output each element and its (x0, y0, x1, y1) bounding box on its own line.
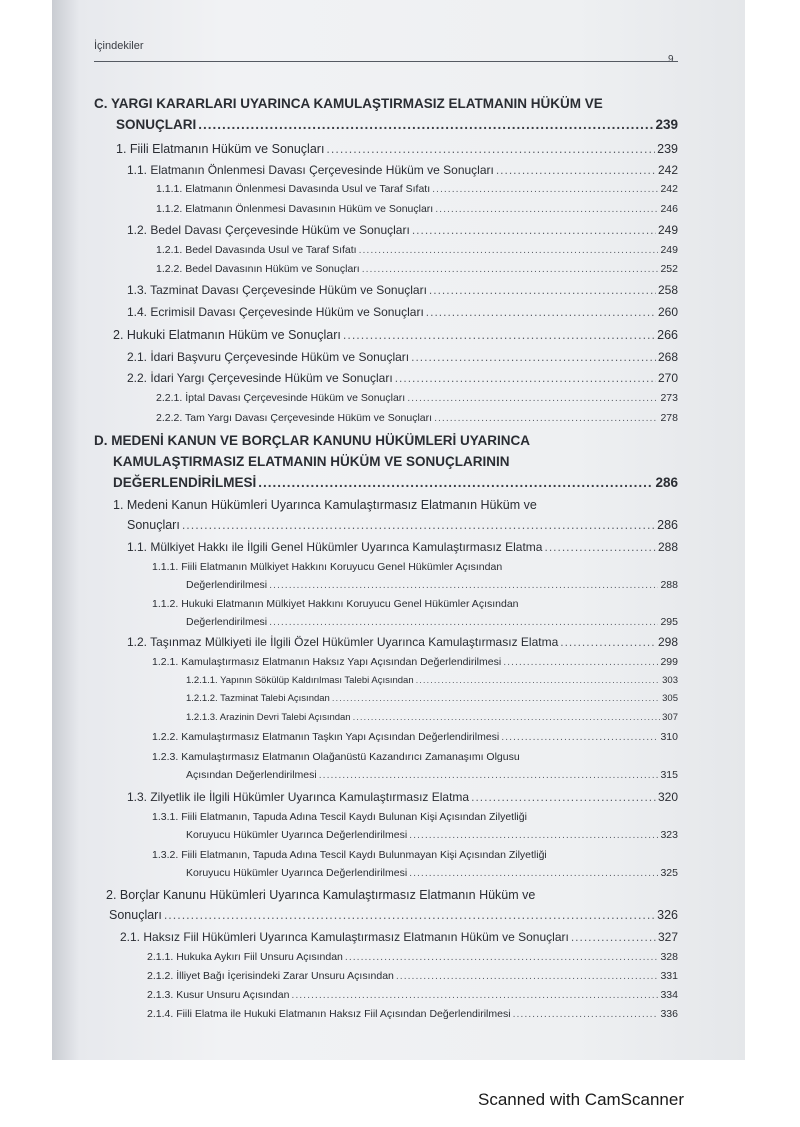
toc-entry-page: 331 (660, 970, 678, 982)
section-c-title: C. YARGI KARARLARI UYARINCA KAMULAŞTIRMASIZ ELATMANIN HÜKÜM VE (94, 96, 603, 111)
toc-entry-label-cont: Koruyucu Hükümler Uyarınca Değerlendirilmesi (186, 867, 408, 879)
leader-dots (503, 656, 658, 668)
toc-entry-page: 299 (660, 656, 678, 668)
leader-dots (319, 769, 659, 781)
toc-entry-label: 2.2. İdari Yargı Çerçevesinde Hüküm ve Sonuçları (127, 371, 393, 385)
leader-dots (396, 970, 659, 982)
section-d-page: 286 (655, 475, 678, 490)
toc-entry (186, 712, 678, 723)
toc-entry-label-cont: Koruyucu Hükümler Uyarınca Değerlendirilmesi (186, 829, 408, 841)
toc-entry-page: 295 (660, 616, 678, 628)
toc-entry-page: 246 (660, 203, 678, 215)
toc-entry (116, 142, 678, 156)
toc-entry-label: 1.1. Elatmanın Önlenmesi Davası Çerçevesinde Hüküm ve Sonuçları (127, 163, 494, 177)
toc-entry (156, 263, 678, 275)
toc-entry-page: 307 (662, 712, 678, 723)
toc-entry-label: 2.2.2. Tam Yargı Davası Çerçevesinde Hüküm ve Sonuçları (156, 412, 433, 424)
toc-entry (127, 283, 678, 297)
toc-entry-page: 305 (662, 693, 678, 704)
toc-entry-label: 1.2.1.2. Tazminat Talebi Açısından (186, 693, 330, 704)
toc-entry (156, 412, 678, 424)
toc-entry-label-cont: Değerlendirilmesi (186, 579, 268, 591)
leader-dots (501, 731, 658, 743)
header-title: İçindekiler (94, 40, 144, 52)
section-c-page: 239 (655, 117, 678, 132)
toc-entry-label: 1.2.3. Kamulaştırmasız Elatmanın Olağanüstü Kazandırıcı Zamanaşımı Olgusu (152, 751, 520, 763)
leader-dots (471, 790, 656, 804)
toc-entry-label: 1. Medeni Kanun Hükümleri Uyarınca Kamulaştırmasız Elatmanın Hüküm ve (113, 498, 537, 512)
toc-entry-page: 242 (660, 183, 678, 195)
toc-entry (186, 829, 678, 841)
toc-entry (127, 635, 678, 649)
toc-entry-label: 2.1.2. İlliyet Bağı İçerisindeki Zarar Unsuru Açısından (147, 970, 394, 982)
leader-dots (291, 989, 658, 1001)
leader-dots (496, 163, 656, 177)
toc-entry (156, 203, 678, 215)
toc-entry (109, 908, 678, 922)
toc-entry-label: 1.2.1. Bedel Davasında Usul ve Taraf Sıfatı (156, 244, 357, 256)
toc-entry-label: 1.1.2. Hukuki Elatmanın Mülkiyet Hakkını Koruyucu Genel Hükümler Açısından (152, 598, 519, 610)
toc-entry-label: 1.1.1. Fiili Elatmanın Mülkiyet Hakkını Koruyucu Genel Hükümler Açısından (152, 561, 503, 573)
toc-entry (127, 223, 678, 237)
toc-entry-label: 1.2.1.3. Arazinin Devri Talebi Açısından (186, 712, 351, 723)
toc-entry-label: 1.2. Bedel Davası Çerçevesinde Hüküm ve Sonuçları (127, 223, 410, 237)
leader-dots (269, 616, 658, 628)
leader-dots (426, 305, 656, 319)
section-d-title-cont: KAMULAŞTIRMASIZ ELATMANIN HÜKÜM VE SONUÇLARININ (113, 454, 510, 469)
leader-dots (544, 540, 655, 554)
toc-entry-label-cont: Sonuçları (127, 518, 180, 532)
toc-entry (127, 305, 678, 319)
toc-entry-page: 320 (657, 790, 678, 804)
toc-entry-page: 336 (660, 1008, 678, 1020)
toc-entry (152, 731, 678, 743)
leader-dots (395, 371, 656, 385)
toc-entry-page: 286 (657, 518, 678, 532)
toc-entry-page: 327 (657, 930, 678, 944)
toc-entry (156, 183, 678, 195)
toc-entry-label-cont: Değerlendirilmesi (186, 616, 268, 628)
toc-entry-label: 2.1. İdari Başvuru Çerçevesinde Hüküm ve Sonuçları (127, 350, 410, 364)
toc-entry-page: 242 (657, 163, 678, 177)
page-number: 9 (668, 54, 674, 65)
toc-entry-page: 298 (657, 635, 678, 649)
toc-entry-page: 334 (660, 989, 678, 1001)
toc-entry-label: 1.1.2. Elatmanın Önlenmesi Davasının Hüküm ve Sonuçları (156, 203, 434, 215)
leader-dots (353, 712, 661, 723)
toc-entry-page: 260 (657, 305, 678, 319)
leader-dots (164, 908, 655, 922)
toc-entry-label: 1.2.2. Bedel Davasının Hüküm ve Sonuçları (156, 263, 360, 275)
toc-entry-label: 1.1. Mülkiyet Hakkı ile İlgili Genel Hükümler Uyarınca Kamulaştırmasız Elatma (127, 540, 543, 554)
toc-entry-page: 326 (657, 908, 678, 922)
leader-dots (409, 829, 658, 841)
toc-entry (147, 970, 678, 982)
toc-entry-label: 1.2. Taşınmaz Mülkiyeti ile İlgili Özel Hükümler Uyarınca Kamulaştırmasız Elatma (127, 635, 559, 649)
section-d-row (113, 475, 678, 490)
toc-entry-page: 310 (660, 731, 678, 743)
toc-entry (147, 951, 678, 963)
toc-entry (127, 371, 678, 385)
toc-entry-page: 288 (660, 579, 678, 591)
toc-entry-label: 2.1.3. Kusur Unsuru Açısından (147, 989, 290, 1001)
leader-dots (362, 263, 659, 275)
toc-entry-page: 323 (660, 829, 678, 841)
toc-entry-page: 315 (660, 769, 678, 781)
toc-entry (186, 693, 678, 704)
section-d-title: D. MEDENİ KANUN VE BORÇLAR KANUNU HÜKÜMLERİ UYARINCA (94, 433, 531, 448)
leader-dots (435, 203, 658, 215)
toc-entry (186, 867, 678, 879)
scanner-credit: Scanned with CamScanner (478, 1090, 685, 1109)
toc-entry-page: 249 (657, 223, 678, 237)
toc-entry-label-cont: Açısından Değerlendirilmesi (186, 769, 317, 781)
leader-dots (182, 518, 655, 532)
leader-dots (198, 117, 653, 132)
leader-dots (416, 675, 661, 686)
leader-dots (429, 283, 656, 297)
toc-entry-page: 328 (660, 951, 678, 963)
toc-entry (127, 518, 678, 532)
toc-entry (127, 790, 678, 804)
toc-entry (186, 579, 678, 591)
toc-entry (127, 350, 678, 364)
toc-entry-label: 1.2.1. Kamulaştırmasız Elatmanın Haksız Yapı Açısından Değerlendirilmesi (152, 656, 502, 668)
leader-dots (409, 867, 658, 879)
toc-entry-page: 249 (660, 244, 678, 256)
toc-entry-page: 266 (657, 328, 678, 342)
toc-entry-page: 278 (660, 412, 678, 424)
section-c-row (116, 117, 678, 132)
toc-entry-page: 268 (657, 350, 678, 364)
toc-entry-page: 270 (657, 371, 678, 385)
leader-dots (560, 635, 656, 649)
toc-entry-label: 1.3.1. Fiili Elatmanın, Tapuda Adına Tescil Kaydı Bulunan Kişi Açısından Zilyetliği (152, 811, 527, 823)
leader-dots (571, 930, 656, 944)
leader-dots (332, 693, 660, 704)
leader-dots (326, 142, 655, 156)
leader-dots (412, 223, 656, 237)
toc-entry-label: 1.3. Zilyetlik ile İlgili Hükümler Uyarınca Kamulaştırmasız Elatma (127, 790, 470, 804)
toc-entry-label: 1.2.1.1. Yapının Sökülüp Kaldırılması Talebi Açısından (186, 675, 414, 686)
toc-entry (147, 989, 678, 1001)
toc-entry (120, 930, 678, 944)
leader-dots (407, 392, 658, 404)
toc-entry-label: 1.1.1. Elatmanın Önlenmesi Davasında Usul ve Taraf Sıfatı (156, 183, 431, 195)
toc-entry-label: 1.3.2. Fiili Elatmanın, Tapuda Adına Tescil Kaydı Bulunmayan Kişi Açısından Zilyetliği (152, 849, 547, 861)
leader-dots (343, 328, 655, 342)
toc-entry-page: 273 (660, 392, 678, 404)
toc-entry (186, 675, 678, 686)
toc-entry-page: 325 (660, 867, 678, 879)
leader-dots (513, 1008, 659, 1020)
toc-entry-label: 2. Borçlar Kanunu Hükümleri Uyarınca Kamulaştırmasız Elatmanın Hüküm ve (106, 888, 536, 902)
leader-dots (432, 183, 658, 195)
toc-entry-label: 1. Fiili Elatmanın Hüküm ve Sonuçları (116, 142, 325, 156)
toc-entry (113, 328, 678, 342)
toc-entry-label: 2.1. Haksız Fiil Hükümleri Uyarınca Kamulaştırmasız Elatmanın Hüküm ve Sonuçları (120, 930, 569, 944)
toc-entry-label: 2. Hukuki Elatmanın Hüküm ve Sonuçları (113, 328, 341, 342)
toc-entry (156, 392, 678, 404)
toc-entry-page: 252 (660, 263, 678, 275)
toc-entry-label-cont: Sonuçları (109, 908, 162, 922)
toc-entry-label: 1.4. Ecrimisil Davası Çerçevesinde Hüküm ve Sonuçları (127, 305, 424, 319)
leader-dots (345, 951, 659, 963)
toc-entry-page: 288 (657, 540, 678, 554)
leader-dots (269, 579, 658, 591)
leader-dots (258, 475, 653, 490)
toc-entry-label: 1.3. Tazminat Davası Çerçevesinde Hüküm ve Sonuçları (127, 283, 427, 297)
toc-entry (127, 163, 678, 177)
toc-entry (186, 616, 678, 628)
toc-entry (186, 769, 678, 781)
section-d-title-end: DEĞERLENDİRİLMESİ (113, 475, 257, 490)
toc-entry (127, 540, 678, 554)
leader-dots (411, 350, 656, 364)
toc-entry (147, 1008, 678, 1020)
toc-entry-page: 239 (657, 142, 678, 156)
toc-entry-label: 2.1.4. Fiili Elatma ile Hukuki Elatmanın Haksız Fiil Açısından Değerlendirilmesi (147, 1008, 511, 1020)
leader-dots (359, 244, 659, 256)
toc-entry (152, 656, 678, 668)
toc-entry-label: 1.2.2. Kamulaştırmasız Elatmanın Taşkın Yapı Açısından Değerlendirilmesi (152, 731, 500, 743)
toc-entry (156, 244, 678, 256)
toc-entry-label: 2.1.1. Hukuka Aykırı Fiil Unsuru Açısından (147, 951, 343, 963)
toc-entry-page: 303 (662, 675, 678, 686)
toc-entry-page: 258 (657, 283, 678, 297)
toc-entry-label: 2.2.1. İptal Davası Çerçevesinde Hüküm ve Sonuçları (156, 392, 406, 404)
section-c-title-cont: SONUÇLARI (116, 117, 197, 132)
leader-dots (434, 412, 658, 424)
